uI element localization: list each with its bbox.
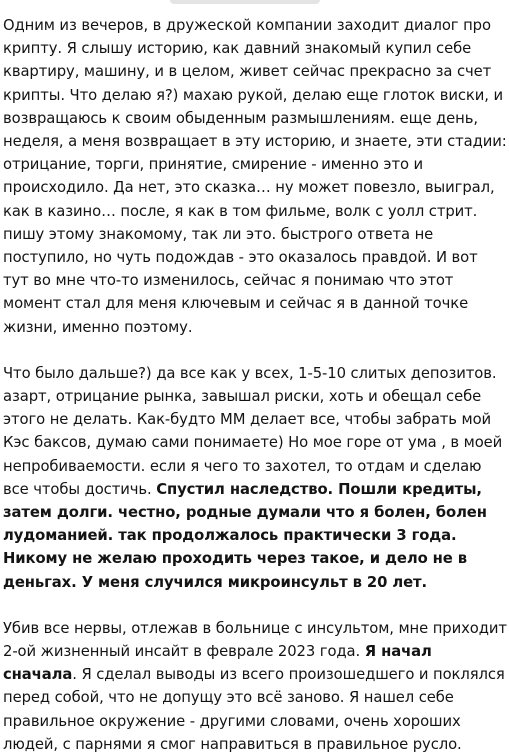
- paragraph-spacer: [3, 339, 507, 362]
- paragraph-3-rest-text: . Я сделал выводы из всего произошедшего и поклялся перед собой, что не допущу это всё заново. Я нашел себе правильное окружение - другими словами, очень хороших людей, с парнями я смог направиться в правильное русло.: [3, 666, 505, 753]
- paragraph-3-text: Убив все нервы, отлежав в больнице с инсультом, мне приходит 2-ой жизненный инсайт в феврале 2023 года.: [3, 619, 507, 661]
- top-edge-bar: [170, 0, 320, 4]
- paragraph-restart: [3, 617, 507, 756]
- paragraph-spacer: [3, 594, 507, 617]
- paragraph-2-bold-text: Спустил наследство. Пошли кредиты, затем долги. честно, родные думали что я болен, болен лудоманией. так продолжалось практически 3 года. Никому не желаю проходить через такое, и дело не в деньгах. У меня случился микроинсульт в 20 лет.: [3, 480, 487, 591]
- post-text-body: [3, 14, 507, 756]
- paragraph-2-text: Что было дальше?) да все как у всех, 1-5-10 слитых депозитов. азарт, отрицание рынка, завышал риски, хоть и обещал себе этого не делать. Как-будто ММ делает все, чтобы забрать мой Кэс баксов, думаю сами понимаете) Но мое горе от ума , в моей непробиваемости. если я чего то захотел, то отдам и сделаю все чтобы достичь.: [3, 364, 503, 498]
- paragraph-story-intro: Одним из вечеров, в дружеской компании заходит диалог про крипту. Я слышу историю, как давний знакомый купил себе квартиру, машину, и в целом, живет сейчас прекрасно за счет крипты. Что делаю я?) махаю рукой, делаю еще глоток виски, и возвращаюсь к своим обыденным размышлениям. еще день, неделя, а меня возвращает в эту историю, и знаете, эти стадии: отрицание, торги, принятие, смирение - именно это и происходило. Да нет, это сказка… ну может повезло, выиграл, как в казино… после, я как в том фильме, волк с уолл стрит. пишу этому знакомому, так ли это. быстрого ответа не поступило, но чуть подождав - это оказалось правдой. И вот тут во мне что-то изменилось, сейчас я понимаю что этот момент стал для меня ключевым и сейчас я в данной точке жизни, именно поэтому.: [3, 17, 507, 336]
- paragraph-what-next: [3, 362, 507, 594]
- paragraph-3-bold-text: Я начал сначала: [3, 643, 432, 684]
